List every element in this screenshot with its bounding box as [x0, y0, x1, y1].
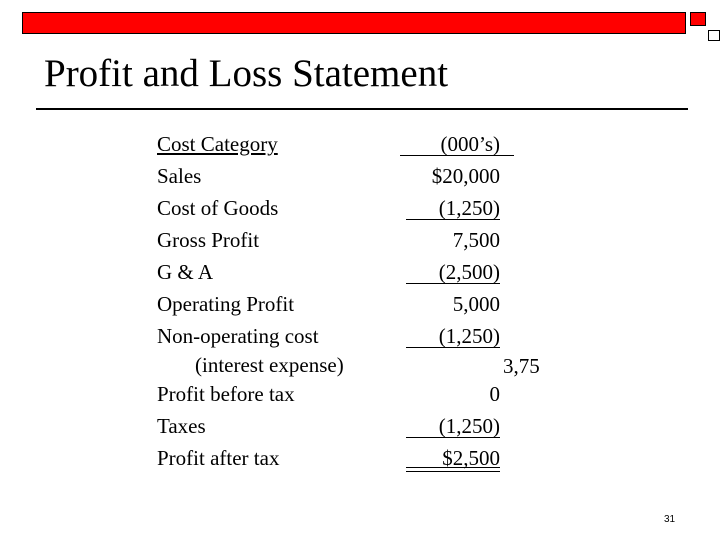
small-square-decoration [708, 30, 720, 41]
row-value-g-and-a: (2,500) [400, 256, 500, 288]
row-value-gross-profit: 7,500 [452, 228, 500, 252]
slide-title: Profit and Loss Statement [44, 52, 449, 95]
row-label-profit-after-tax: Profit after tax [157, 446, 280, 470]
row-label-gross-profit: Gross Profit [157, 228, 260, 252]
row-label-taxes: Taxes [157, 414, 206, 438]
row-value-sales: $20,000 [431, 164, 500, 188]
title-divider [36, 108, 688, 110]
row-value-operating-profit: 5,000 [452, 292, 500, 316]
row-value-profit-before-tax-fragment: 0 [489, 382, 500, 406]
row-label-profit-before-tax: Profit before tax [157, 382, 295, 406]
row-sublabel-interest-expense: (interest expense) [195, 353, 344, 377]
red-square-decoration [690, 12, 706, 26]
page-number: 31 [664, 514, 676, 525]
row-label-cost-of-goods: Cost of Goods [157, 196, 279, 220]
row-value-taxes: (1,250) [400, 410, 500, 442]
value-spacer [400, 352, 500, 378]
row-label-sales: Sales [157, 164, 202, 188]
row-label-non-operating-cost: Non-operating cost [157, 324, 319, 348]
row-value-profit-before-tax-overflow: 3,75 [503, 354, 540, 378]
category-header: Cost Category [157, 132, 278, 156]
row-value-cost-of-goods: (1,250) [400, 192, 500, 224]
row-label-operating-profit: Operating Profit [157, 292, 295, 316]
row-value-profit-after-tax: $2,500 [400, 442, 500, 474]
title-decoration [22, 10, 710, 40]
value-header: (000’s) [400, 128, 500, 160]
value-column [400, 128, 500, 474]
category-column [157, 128, 344, 474]
red-header-bar [22, 12, 686, 34]
row-label-g-and-a: G & A [157, 260, 214, 284]
row-value-non-operating-cost: (1,250) [400, 320, 500, 352]
